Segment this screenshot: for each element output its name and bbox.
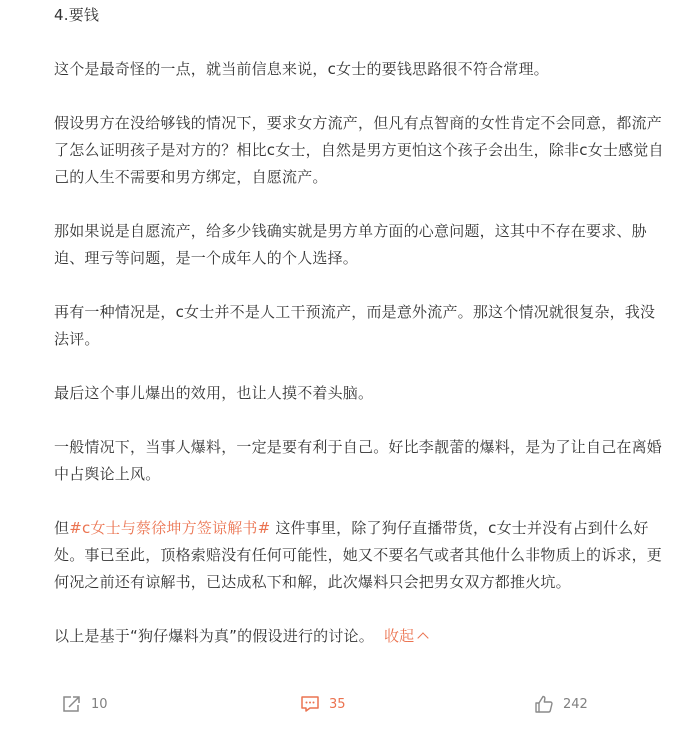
closing-text: 以上是基于“狗仔爆料为真”的假设进行的讨论。 [54, 627, 374, 645]
like-button[interactable] [534, 692, 588, 716]
comment-button[interactable] [300, 692, 346, 716]
topic-suffix: 这件事里，除了狗仔直播带货，c女士并没有占到什么好处。事已至此，顶格索赔没有任何可能性，她又不要名气或者其他什么非物质上的诉求，更何况之前还有谅解书，已达成私下和解，此次爆料只会把男女双方都推火坑。 [54, 519, 663, 591]
topic-link[interactable]: #c女士与蔡徐坤方签谅解书# [69, 519, 271, 537]
paragraph: 这个是最奇怪的一点，就当前信息来说，c女士的要钱思路很不符合常理。 [54, 60, 549, 78]
collapse-label: 收起 [383, 627, 415, 645]
paragraph-closing [54, 623, 666, 650]
like-count: 242 [563, 696, 588, 712]
paragraph: 再有一种情况是，c女士并不是人工干预流产，而是意外流产。那这个情况就很复杂，我没法评。 [54, 303, 656, 348]
topic-prefix: 但 [54, 519, 70, 537]
comment-icon [300, 695, 320, 713]
chevron-up-icon [418, 632, 429, 643]
repost-button[interactable] [62, 692, 108, 716]
thumbs-up-icon [534, 695, 554, 713]
paragraph: 最后这个事儿爆出的效用，也让人摸不着头脑。 [54, 384, 374, 402]
paragraph-heading: 4.要钱 [54, 6, 100, 24]
paragraph: 假设男方在没给够钱的情况下，要求女方流产，但凡有点智商的女性肯定不会同意，都流产了怎么证明孩子是对方的？相比c女士，自然是男方更怕这个孩子会出生，除非c女士感觉自己的人生不需要和男方绑定，自愿流产。 [54, 114, 664, 186]
collapse-button[interactable] [384, 627, 427, 645]
post-content [54, 2, 666, 677]
repost-count: 10 [91, 696, 108, 712]
paragraph: 那如果说是自愿流产，给多少钱确实就是男方单方面的心意问题，这其中不存在要求、胁迫、理亏等问题，是一个成年人的个人选择。 [54, 222, 647, 267]
paragraph: 一般情况下，当事人爆料，一定是要有利于自己。好比李靓蕾的爆料，是为了让自己在离婚中占舆论上风。 [54, 438, 663, 483]
action-bar [0, 688, 683, 720]
comment-count: 35 [329, 696, 346, 712]
paragraph-with-topic [54, 515, 666, 596]
share-arrow-icon [62, 695, 82, 713]
